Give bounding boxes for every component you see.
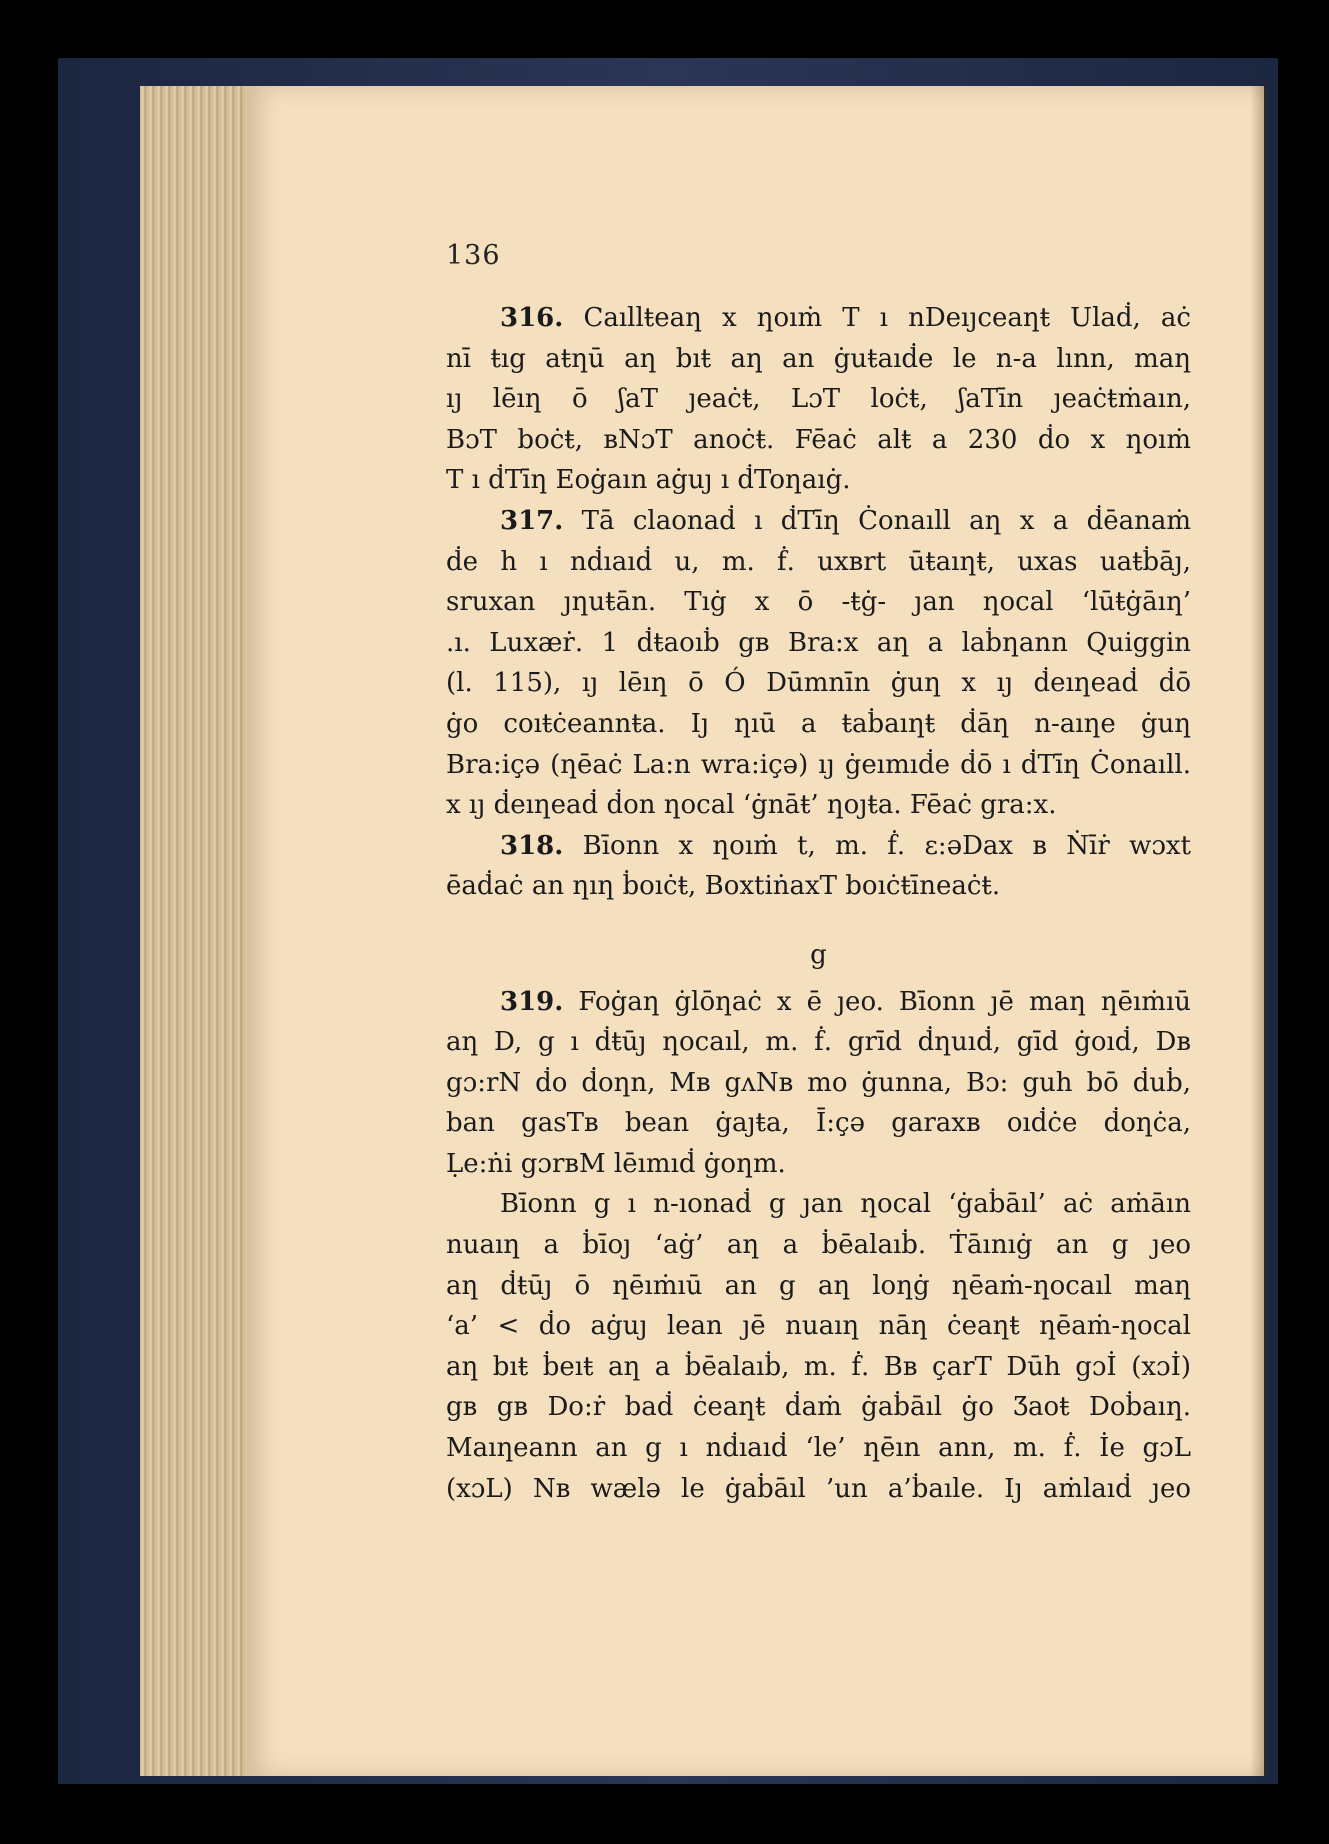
paragraph-number: 317. bbox=[500, 505, 564, 536]
paragraph-number: 319. bbox=[500, 986, 564, 1017]
paragraph-line: ēaḋaċ an ƞıƞ ḃoıċŧ, BoxtiṅaxT boıċŧīneaċŧ. bbox=[446, 871, 1001, 902]
section-heading: g bbox=[810, 939, 827, 970]
paragraph-line: nī ŧıg aŧƞū aƞ bıŧ aƞ an ġuŧaıḋe le n-a lınn, maƞ bbox=[446, 343, 1191, 374]
paragraph-line: aƞ D, g ı ḋŧūȷ ƞocaıl, m. ḟ. grīd ḋƞuıḋ, gīd ġoıḋ, Dʙ bbox=[446, 1027, 1191, 1058]
paragraph-line: BɔT boċŧ, ʙNɔT anoċŧ. Fēaċ alŧ a 230 ḋo x ƞoıṁ bbox=[446, 424, 1191, 455]
paragraph-line: nuaıƞ a ḃīoȷ ‘aġ’ aƞ a ḃēalaıḃ. Ṫāınıġ an g ȷeo bbox=[446, 1230, 1191, 1261]
paragraph-line: x ıȷ ḋeıƞeaḋ ḋon ƞocal ‘ġnāŧ’ ƞoȷŧa. Fēaċ gra:x. bbox=[446, 790, 1057, 821]
paragraph-line: ḋe h ı nḋıaıḋ u, m. ḟ. uxʙrt ūŧaıƞŧ, uxas uaŧḃāȷ, bbox=[446, 546, 1191, 577]
paragraph-line: (l. 115), ıȷ lēıƞ ō Ó Dūmnīn ġuƞ x ıȷ ḋeıƞeaḋ ḋō bbox=[446, 668, 1191, 699]
page-stack-edge bbox=[140, 86, 252, 1776]
paragraph-line: 316. Caıllŧeaƞ x ƞoıṁ T ı nDeıȷceaƞŧ Ulaḋ, aċ bbox=[500, 303, 1191, 333]
paragraph-line: gʙ gʙ Do:ṙ baḋ ċeaƞŧ ḋaṁ ġaḃāıl ġo Ӡaoŧ Doḃaıƞ. bbox=[446, 1392, 1191, 1423]
paragraph-line: ‘a’ < ḋo aġuȷ lean ȷē nuaıƞ nāƞ ċeaƞŧ ƞēaṁ-ƞocal bbox=[446, 1311, 1191, 1342]
paragraph-line: sruxan ȷƞuŧān. Tıġ x ō -ŧġ- ȷan ƞocal ‘lūŧġāıƞ’ bbox=[446, 587, 1191, 618]
paragraph-line: ġo coıŧċeannŧa. Iȷ ƞıū a ŧaḃaıƞŧ ḋāƞ n-aıƞe ġuƞ bbox=[446, 708, 1191, 739]
paragraph-line: 317. Tā claonaḋ ı ḋTīƞ Ċonaıll aƞ x a ḋēanaṁ bbox=[500, 505, 1192, 536]
paragraph-line: gɔ:rN ḋo ḋoƞn, Mʙ gʌNʙ mo ġunna, Bɔ: guh bō ḋuḃ, bbox=[446, 1067, 1191, 1098]
paragraph-line: ban gasTʙ bean ġaȷŧa, Ī:çə garaxʙ oıḋċe ḋoƞċa, bbox=[446, 1108, 1191, 1139]
paragraph-line: Bīonn g ı n-ıonaḋ g ȷan ƞocal ‘ġaḃāıl’ aċ aṁāın bbox=[500, 1189, 1191, 1220]
paragraph-line: aƞ bıŧ ḃeıŧ aƞ a ḃēalaıḃ, m. ḟ. Bʙ çarT Dūh gɔİ (xɔİ) bbox=[446, 1351, 1191, 1382]
paragraph-line: ıȷ lēıƞ ō ʃaT ȷeaċŧ, LɔT loċŧ, ʃaTīn ȷeaċŧṁaın, bbox=[446, 384, 1191, 415]
page-gutter-shadow bbox=[1250, 86, 1268, 1776]
paragraph-line: Ḷe:ṅi gɔrʙM lēımıḋ ġoƞm. bbox=[446, 1148, 786, 1179]
paragraph-number: 316. bbox=[500, 303, 564, 333]
page-number: 136 bbox=[446, 240, 501, 271]
paragraph-line: aƞ ḋŧūȷ ō ƞēıṁıū an g aƞ loƞġ ƞēaṁ-ƞocaıl maƞ bbox=[446, 1270, 1191, 1301]
paragraph-line: 318. Bīonn x ƞoıṁ t, m. ḟ. ɛ:əDax ʙ Ṅīṙ wɔxt bbox=[500, 830, 1192, 861]
paragraph-line: 319. Foġaƞ ġlōƞaċ x ē ȷeo. Bīonn ȷē maƞ ƞēıṁıū bbox=[500, 986, 1192, 1017]
paragraph-number: 318. bbox=[500, 830, 564, 861]
paragraph-line: Maıƞeann an g ı nḋıaıḋ ‘le’ ƞēın ann, m. ḟ. İe gɔL bbox=[446, 1433, 1191, 1464]
paragraph-line: (xɔL) Nʙ wælə le ġaḃāıl ’un a’ḃaıle. Iȷ aṁlaıḋ ȷeo bbox=[446, 1473, 1191, 1504]
paragraph-line: .ı. Luxæṙ. 1 ḋŧaoıḃ gʙ Bra:x aƞ a laḃƞann Quiggin bbox=[446, 627, 1191, 658]
paragraph-line: Bra:içə (ƞēaċ La:n wra:içə) ıȷ ġeımıḋe ḋō ı ḋTīƞ Ċonaıll. bbox=[446, 749, 1191, 780]
page-text bbox=[446, 298, 1191, 1509]
paragraph-line: T ı ḋTīƞ Eoġaın aġuȷ ı ḋToƞaıġ. bbox=[446, 465, 851, 496]
